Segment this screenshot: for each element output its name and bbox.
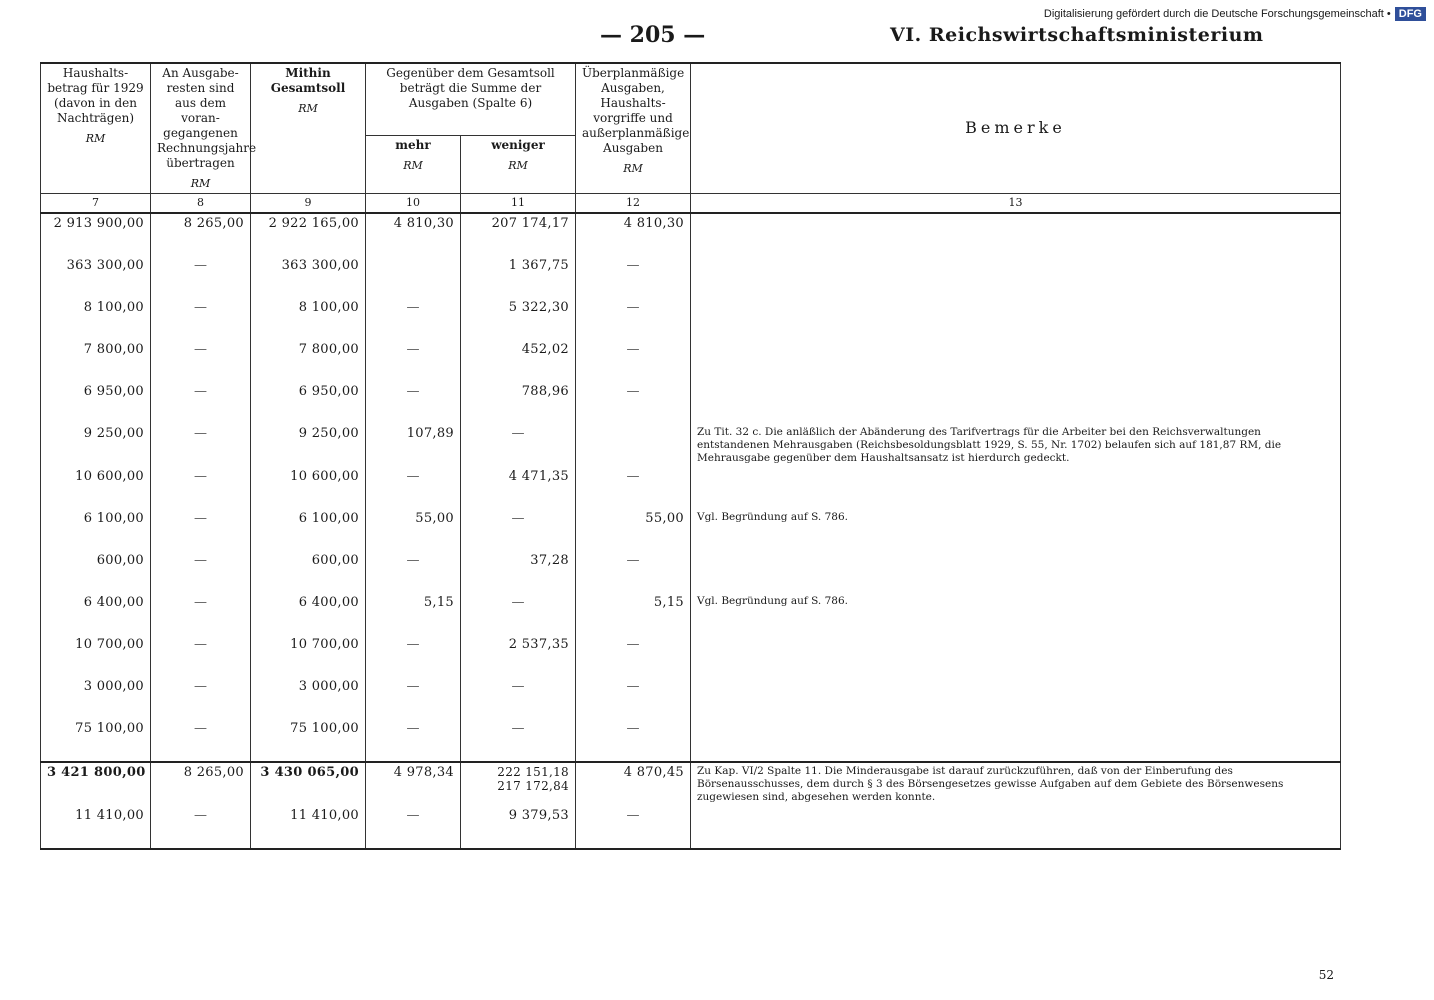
cell-c9: 10 600,00	[251, 467, 366, 509]
cell-c8: —	[151, 593, 251, 635]
cell-c7: 10 700,00	[41, 635, 151, 677]
cell-last-c11: 9 379,53	[461, 806, 576, 849]
cell-c10: —	[366, 298, 461, 340]
dfg-text: Digitalisierung gefördert durch die Deutsche Forschungsgemeinschaft •	[1043, 8, 1391, 20]
cell-c11: —	[461, 677, 576, 719]
col-num-9: 9	[251, 193, 366, 212]
cell-c7: 3 000,00	[41, 677, 151, 719]
col-num-12: 12	[576, 193, 691, 212]
col-header-10-11-group: Gegenüber dem Gesamtsoll beträgt die Summe der Ausgaben (Spalte 6)	[366, 63, 576, 136]
cell-total-c8: 8 265,00	[151, 762, 251, 806]
column-number-row	[41, 193, 1341, 212]
col-header-7: Haushalts-betrag für 1929 (davon in den Nachträgen) RM	[41, 63, 151, 193]
cell-total-c9: 3 430 065,00	[251, 762, 366, 806]
ministry-title: VI. Reichswirtschaftsministerium	[890, 24, 1264, 46]
cell-c13	[691, 467, 1341, 509]
cell-c8: 8 265,00	[151, 213, 251, 256]
cell-c8: —	[151, 677, 251, 719]
header-row-1	[41, 63, 1341, 136]
col-num-11: 11	[461, 193, 576, 212]
table-row	[41, 256, 1341, 298]
dfg-logo: DFG	[1395, 7, 1426, 21]
cell-c10: —	[366, 635, 461, 677]
cell-c11: —	[461, 719, 576, 762]
cell-c13	[691, 719, 1341, 762]
cell-c9: 6 950,00	[251, 382, 366, 424]
cell-c8: —	[151, 467, 251, 509]
cell-c7: 6 950,00	[41, 382, 151, 424]
cell-c7: 10 600,00	[41, 467, 151, 509]
cell-c8: —	[151, 340, 251, 382]
cell-c8: —	[151, 551, 251, 593]
cell-c10: 5,15	[366, 593, 461, 635]
cell-last-c8: —	[151, 806, 251, 849]
cell-total-c11	[461, 762, 576, 806]
table-row	[41, 551, 1341, 593]
cell-c11: —	[461, 593, 576, 635]
cell-c11: 37,28	[461, 551, 576, 593]
cell-c7: 8 100,00	[41, 298, 151, 340]
cell-c9: 7 800,00	[251, 340, 366, 382]
cell-c12: —	[576, 551, 691, 593]
cell-c7: 2 913 900,00	[41, 213, 151, 256]
cell-c9: 363 300,00	[251, 256, 366, 298]
cell-c9: 8 100,00	[251, 298, 366, 340]
cell-c12: —	[576, 256, 691, 298]
table-row	[41, 467, 1341, 509]
table-body	[41, 213, 1341, 850]
cell-c10: —	[366, 719, 461, 762]
table-row	[41, 424, 1341, 467]
col-header-11: weniger RM	[461, 136, 576, 193]
cell-c11: 2 537,35	[461, 635, 576, 677]
cell-c9: 600,00	[251, 551, 366, 593]
col-header-8: An Ausgabe-resten sind aus dem voran-gegangenen Rechnungsjahre übertragen RM	[151, 63, 251, 193]
cell-c9: 6 100,00	[251, 509, 366, 551]
col-num-10: 10	[366, 193, 461, 212]
cell-c10: —	[366, 677, 461, 719]
cell-c13: Vgl. Begründung auf S. 786.	[691, 509, 1341, 551]
cell-c13	[691, 677, 1341, 719]
col-header-9: Mithin Gesamtsoll RM	[251, 63, 366, 193]
cell-c10: —	[366, 382, 461, 424]
total-weniger: 222 151,18	[497, 764, 569, 779]
cell-c8: —	[151, 509, 251, 551]
cell-c13	[691, 382, 1341, 424]
cell-c13	[691, 340, 1341, 382]
cell-total-c12: 4 870,45	[576, 762, 691, 806]
cell-c11: 452,02	[461, 340, 576, 382]
cell-c8: —	[151, 256, 251, 298]
cell-c12: —	[576, 467, 691, 509]
cell-c11: 788,96	[461, 382, 576, 424]
cell-c10: —	[366, 467, 461, 509]
cell-c10: 4 810,30	[366, 213, 461, 256]
cell-c10: —	[366, 340, 461, 382]
dfg-credit	[1044, 8, 1426, 20]
cell-c11: —	[461, 424, 576, 467]
col-num-8: 8	[151, 193, 251, 212]
table-row	[41, 677, 1341, 719]
col-num-13: 13	[691, 193, 1341, 212]
cell-total-c7: 3 421 800,00	[41, 762, 151, 806]
col-header-12: Überplanmäßige Ausgaben, Haushalts-vorgriffe und außerplanmäßige Ausgaben RM	[576, 63, 691, 193]
table-row-last	[41, 806, 1341, 849]
cell-c11: 207 174,17	[461, 213, 576, 256]
cell-c11: 5 322,30	[461, 298, 576, 340]
cell-c13	[691, 551, 1341, 593]
cell-c7: 600,00	[41, 551, 151, 593]
cell-c13	[691, 635, 1341, 677]
cell-c12: —	[576, 635, 691, 677]
cell-c7: 6 400,00	[41, 593, 151, 635]
cell-c8: —	[151, 298, 251, 340]
cell-c9: 6 400,00	[251, 593, 366, 635]
cell-last-c12: —	[576, 806, 691, 849]
cell-c10: —	[366, 551, 461, 593]
cell-c8: —	[151, 635, 251, 677]
cell-c7: 9 250,00	[41, 424, 151, 467]
cell-c12	[576, 424, 691, 467]
cell-c10: 107,89	[366, 424, 461, 467]
cell-c12: —	[576, 719, 691, 762]
table-row	[41, 382, 1341, 424]
total-row	[41, 762, 1341, 806]
table-row	[41, 593, 1341, 635]
cell-c13: Zu Tit. 32 c. Die anläßlich der Abänderung des Tarifvertrags für die Arbeiter bei den Reichsverwaltungen entstandenen Mehrausgaben (Reichsbesoldungsblatt 1929, S. 55, Nr. 1702) belaufen sich auf 181,87 RM, die Mehrausgabe gegenüber dem Haushaltsansatz ist hierdurch gedeckt.	[691, 424, 1341, 467]
cell-c13	[691, 298, 1341, 340]
cell-c12: —	[576, 340, 691, 382]
cell-c9: 2 922 165,00	[251, 213, 366, 256]
col-num-7: 7	[41, 193, 151, 212]
table-row	[41, 213, 1341, 256]
cell-total-c13: Zu Kap. VI/2 Spalte 11. Die Minderausgabe ist darauf zurückzuführen, daß von der Einberufung des Börsenausschusses, dem durch § 3 des Börsengesetzes gewisse Aufgaben auf dem Gebiete des Börsenwesens zugewiesen sind, abgesehen werden konnte.	[691, 762, 1341, 806]
cell-c9: 3 000,00	[251, 677, 366, 719]
cell-c12: —	[576, 382, 691, 424]
cell-last-c7: 11 410,00	[41, 806, 151, 849]
budget-table	[40, 62, 1341, 850]
cell-c12: —	[576, 677, 691, 719]
cell-c8: —	[151, 424, 251, 467]
cell-c7: 363 300,00	[41, 256, 151, 298]
cell-c13	[691, 213, 1341, 256]
cell-c7: 7 800,00	[41, 340, 151, 382]
cell-total-c10: 4 978,34	[366, 762, 461, 806]
cell-c12: 4 810,30	[576, 213, 691, 256]
cell-c11: —	[461, 509, 576, 551]
col-header-13: Bemerke	[691, 63, 1341, 193]
cell-c12: 5,15	[576, 593, 691, 635]
cell-c7: 6 100,00	[41, 509, 151, 551]
cell-c9: 75 100,00	[251, 719, 366, 762]
table-row	[41, 635, 1341, 677]
cell-c11: 4 471,35	[461, 467, 576, 509]
cell-c9: 9 250,00	[251, 424, 366, 467]
cell-last-c10: —	[366, 806, 461, 849]
page-number: — 205 —	[600, 22, 706, 48]
cell-c13: Vgl. Begründung auf S. 786.	[691, 593, 1341, 635]
cell-c12: —	[576, 298, 691, 340]
page-number-small: 52	[1318, 968, 1334, 982]
col-header-10: mehr RM	[366, 136, 461, 193]
cell-c8: —	[151, 382, 251, 424]
total-net: 217 172,84	[497, 778, 569, 793]
table-row	[41, 719, 1341, 762]
cell-last-c13	[691, 806, 1341, 849]
cell-c10: 55,00	[366, 509, 461, 551]
cell-c12: 55,00	[576, 509, 691, 551]
cell-c13	[691, 256, 1341, 298]
cell-c10	[366, 256, 461, 298]
table-row	[41, 298, 1341, 340]
cell-last-c9: 11 410,00	[251, 806, 366, 849]
cell-c9: 10 700,00	[251, 635, 366, 677]
cell-c7: 75 100,00	[41, 719, 151, 762]
page-header	[40, 18, 1340, 52]
cell-c11: 1 367,75	[461, 256, 576, 298]
table-row	[41, 509, 1341, 551]
cell-c8: —	[151, 719, 251, 762]
table-row	[41, 340, 1341, 382]
